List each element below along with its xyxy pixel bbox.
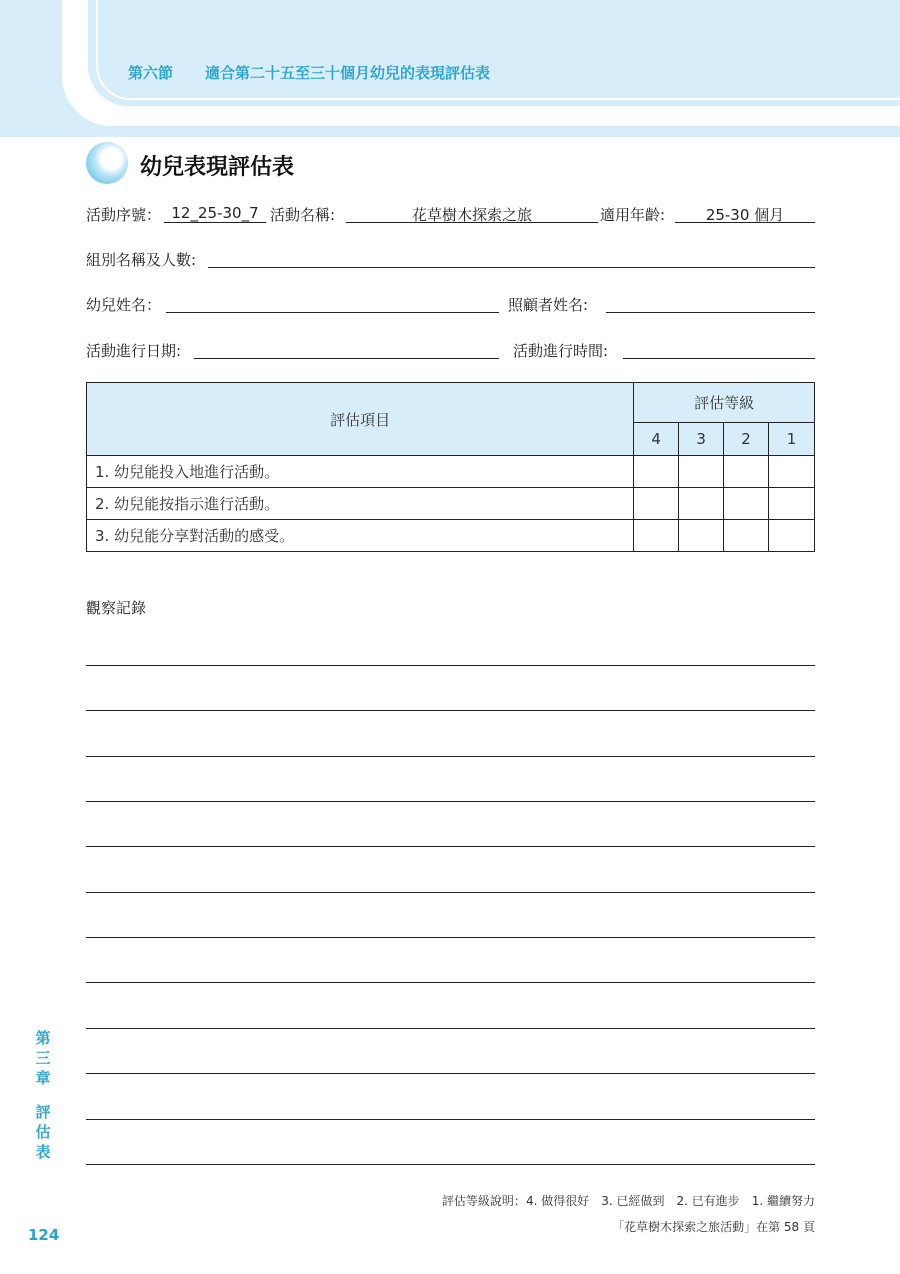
grade-cell[interactable] xyxy=(769,520,815,552)
page-number: 124 xyxy=(28,1226,60,1244)
group-label: 組別名稱及人數: xyxy=(86,251,197,269)
item-header: 評估項目 xyxy=(87,383,634,456)
grade-cell[interactable] xyxy=(724,520,769,552)
activity-name-field[interactable] xyxy=(346,204,598,223)
time-label: 活動進行時間: xyxy=(513,342,609,360)
observation-line[interactable] xyxy=(86,846,815,847)
grade-header: 評估等級 xyxy=(634,383,815,423)
grade-legend xyxy=(442,1192,815,1209)
grade-cell[interactable] xyxy=(679,488,724,520)
activity-name-label: 活動名稱: xyxy=(270,206,336,224)
group-field[interactable] xyxy=(208,249,815,268)
activity-no-value: 12_25-30_7 xyxy=(171,204,259,222)
observation-line[interactable] xyxy=(86,1073,815,1074)
observation-line[interactable] xyxy=(86,801,815,802)
item-label: 2. 幼兒能按指示進行活動。 xyxy=(87,488,634,520)
activity-reference: 「花草樹木探索之旅活動」在第 58 頁 xyxy=(612,1220,815,1234)
evaluation-table xyxy=(86,382,815,552)
header-decoration-border xyxy=(96,0,900,100)
chapter-sidebar xyxy=(34,1028,52,1162)
legend-item: 3. 已經做到 xyxy=(601,1194,665,1208)
item-label: 3. 幼兒能分享對活動的感受。 xyxy=(87,520,634,552)
name-row xyxy=(86,294,815,316)
form-title: 幼兒表現評估表 xyxy=(140,155,295,180)
date-field[interactable] xyxy=(194,340,499,359)
grade-2-header: 2 xyxy=(724,423,769,456)
bubble-icon xyxy=(86,142,128,184)
section-title: 適合第二十五至三十個月幼兒的表現評估表 xyxy=(205,64,491,82)
chapter-char: 第 xyxy=(35,1029,51,1047)
grade-cell[interactable] xyxy=(679,520,724,552)
table-row xyxy=(87,456,815,488)
legend-item: 1. 繼續努力 xyxy=(751,1194,815,1208)
grade-4-header: 4 xyxy=(634,423,679,456)
legend-item: 4. 做得很好 xyxy=(525,1194,590,1208)
observation-line[interactable] xyxy=(86,665,815,666)
table-row xyxy=(87,488,815,520)
section-label: 第六節 xyxy=(128,64,174,82)
chapter-char: 三 xyxy=(35,1049,51,1067)
chapter-char: 章 xyxy=(35,1069,51,1087)
child-name-field[interactable] xyxy=(166,294,499,313)
time-field[interactable] xyxy=(623,340,815,359)
item-label: 1. 幼兒能投入地進行活動。 xyxy=(87,456,634,488)
observation-line[interactable] xyxy=(86,937,815,938)
activity-no-field[interactable] xyxy=(164,204,266,223)
observation-line[interactable] xyxy=(86,892,815,893)
grade-cell[interactable] xyxy=(634,520,679,552)
observation-line[interactable] xyxy=(86,982,815,983)
section-char: 評 xyxy=(35,1103,51,1121)
observation-line[interactable] xyxy=(86,1164,815,1165)
grade-cell[interactable] xyxy=(634,488,679,520)
grade-cell[interactable] xyxy=(724,488,769,520)
caregiver-label: 照顧者姓名: xyxy=(508,296,589,314)
grade-cell[interactable] xyxy=(679,456,724,488)
observation-line[interactable] xyxy=(86,710,815,711)
age-value: 25-30 個月 xyxy=(705,206,785,224)
caregiver-field[interactable] xyxy=(606,294,815,313)
activity-info-row xyxy=(86,204,815,226)
age-field[interactable] xyxy=(675,204,815,223)
grade-cell[interactable] xyxy=(724,456,769,488)
grade-cell[interactable] xyxy=(769,488,815,520)
grade-3-header: 3 xyxy=(679,423,724,456)
legend-title: 評估等級說明： xyxy=(441,1194,526,1208)
grade-cell[interactable] xyxy=(769,456,815,488)
legend-item: 2. 已有進步 xyxy=(676,1194,740,1208)
date-label: 活動進行日期: xyxy=(86,342,182,360)
observation-label: 觀察記錄 xyxy=(86,599,147,617)
grade-1-header: 1 xyxy=(769,423,815,456)
group-row xyxy=(86,249,815,271)
observation-line[interactable] xyxy=(86,1119,815,1120)
section-char: 表 xyxy=(35,1143,51,1161)
section-heading xyxy=(128,62,490,83)
age-label: 適用年齡: xyxy=(600,206,666,224)
observation-line[interactable] xyxy=(86,756,815,757)
table-row xyxy=(87,520,815,552)
activity-no-label: 活動序號： xyxy=(86,206,162,224)
child-name-label: 幼兒姓名： xyxy=(86,296,162,314)
observation-line[interactable] xyxy=(86,1028,815,1029)
date-time-row xyxy=(86,340,815,362)
grade-cell[interactable] xyxy=(634,456,679,488)
activity-name-value: 花草樹木探索之旅 xyxy=(411,206,532,224)
section-char: 估 xyxy=(35,1123,51,1141)
